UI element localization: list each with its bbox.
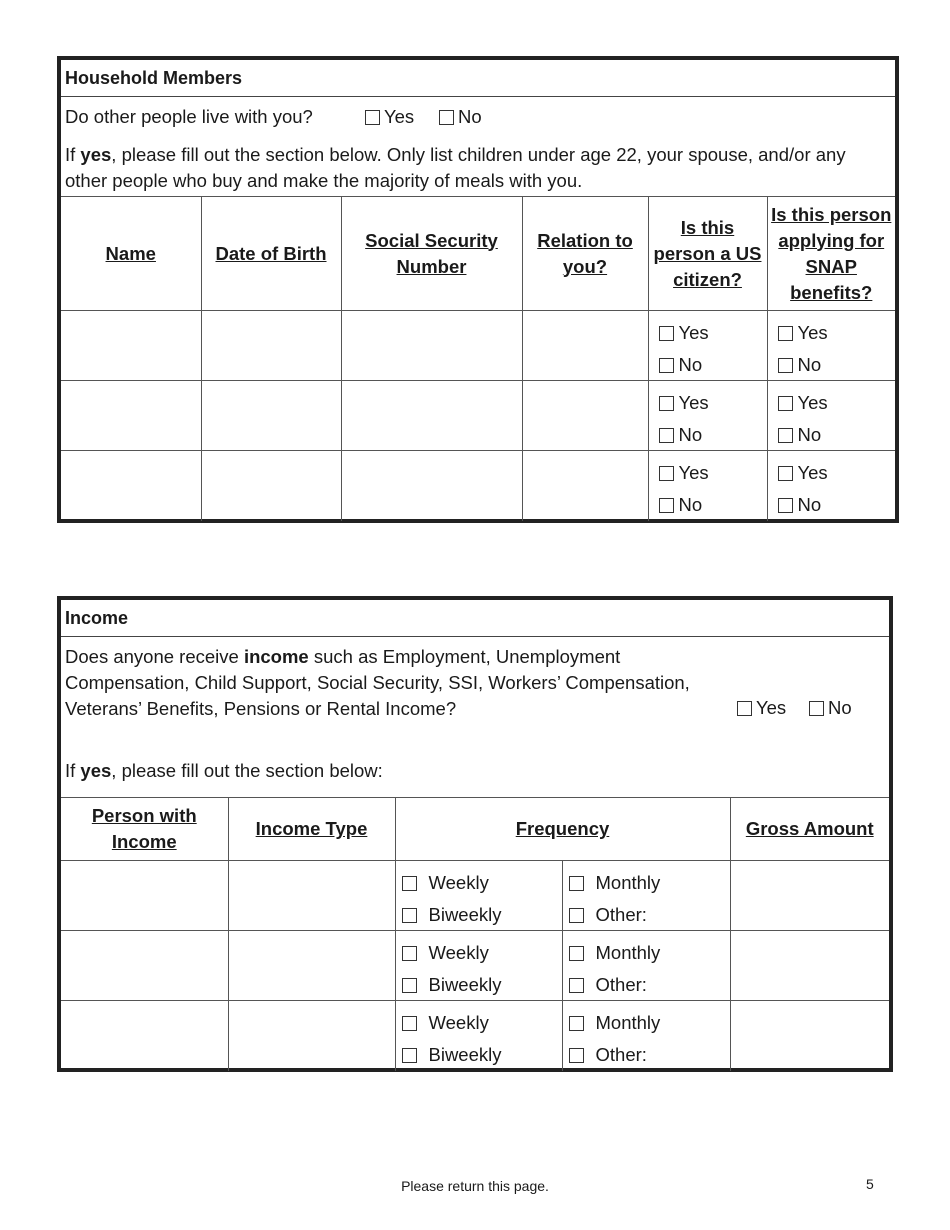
income-yes-option[interactable]: Yes xyxy=(737,696,786,720)
monthly-option[interactable]: Monthly xyxy=(569,937,661,969)
instructions: If yes, please fill out the section below. Only list children under age 22, your spouse, and/or any other people who buy and make the majority of meals with you. xyxy=(65,144,846,191)
biweekly-option[interactable]: Biweekly xyxy=(402,899,502,931)
col-dob: Date of Birth xyxy=(201,197,341,311)
checkbox[interactable] xyxy=(659,326,674,341)
income-type-cell[interactable] xyxy=(228,861,395,931)
table-row xyxy=(61,931,889,1001)
ssn-cell[interactable] xyxy=(341,311,522,381)
table-row xyxy=(61,1001,889,1071)
col-name: Name xyxy=(61,197,201,311)
checkbox[interactable] xyxy=(659,466,674,481)
checkbox[interactable] xyxy=(659,428,674,443)
gross-amount-cell[interactable] xyxy=(730,861,889,931)
checkbox[interactable] xyxy=(402,908,417,923)
name-cell[interactable] xyxy=(61,311,201,381)
snap-cell xyxy=(767,311,895,381)
checkbox[interactable] xyxy=(402,946,417,961)
citizen-cell xyxy=(648,311,767,381)
checkbox[interactable] xyxy=(569,978,584,993)
col-person: Person with Income xyxy=(61,798,228,861)
other-people-no-option[interactable]: No xyxy=(439,105,482,129)
weekly-option[interactable]: Weekly xyxy=(402,1007,502,1039)
instructions: If yes, please fill out the section below: xyxy=(65,760,383,781)
checkbox[interactable] xyxy=(659,396,674,411)
col-gross-amount: Gross Amount xyxy=(730,798,889,861)
monthly-option[interactable]: Monthly xyxy=(569,1007,661,1039)
weekly-option[interactable]: Weekly xyxy=(402,867,502,899)
col-ssn: Social Security Number xyxy=(341,197,522,311)
checkbox[interactable] xyxy=(778,428,793,443)
person-cell[interactable] xyxy=(61,861,228,931)
weekly-option[interactable]: Weekly xyxy=(402,937,502,969)
checkbox[interactable] xyxy=(365,110,380,125)
checkbox[interactable] xyxy=(402,876,417,891)
footer-note: Please return this page. xyxy=(401,1178,549,1194)
frequency-cell xyxy=(562,1001,730,1071)
no-option[interactable]: No xyxy=(659,419,709,451)
relation-cell[interactable] xyxy=(522,311,648,381)
checkbox[interactable] xyxy=(402,1048,417,1063)
dob-cell[interactable] xyxy=(201,381,341,451)
relation-cell[interactable] xyxy=(522,381,648,451)
table-row xyxy=(61,451,895,521)
person-cell[interactable] xyxy=(61,1001,228,1071)
checkbox[interactable] xyxy=(659,358,674,373)
question-text: Do other people live with you? xyxy=(65,106,313,127)
no-option[interactable]: No xyxy=(778,349,828,381)
frequency-cell xyxy=(562,861,730,931)
dob-cell[interactable] xyxy=(201,451,341,521)
no-option[interactable]: No xyxy=(778,419,828,451)
yes-option[interactable]: Yes xyxy=(778,457,828,489)
checkbox[interactable] xyxy=(778,498,793,513)
frequency-cell xyxy=(395,861,562,931)
checkbox[interactable] xyxy=(439,110,454,125)
yes-option[interactable]: Yes xyxy=(659,387,709,419)
no-option[interactable]: No xyxy=(659,489,709,521)
income-question: Does anyone receive income such as Employment, Unemployment Compensation, Child Support, Social Security, SSI, Workers’ Compensation, Veterans’ Benefits, Pensions or Rental Income? xyxy=(65,646,690,719)
income-section xyxy=(57,596,893,1072)
ssn-cell[interactable] xyxy=(341,451,522,521)
col-snap: Is this person applying for SNAP benefits? xyxy=(767,197,895,311)
other-option[interactable]: Other: xyxy=(569,1039,661,1071)
income-no-option[interactable]: No xyxy=(809,696,852,720)
income-type-cell[interactable] xyxy=(228,931,395,1001)
yes-option[interactable]: Yes xyxy=(659,457,709,489)
table-row xyxy=(61,861,889,931)
other-option[interactable]: Other: xyxy=(569,969,661,1001)
page-number: 5 xyxy=(866,1176,874,1192)
col-income-type: Income Type xyxy=(228,798,395,861)
checkbox[interactable] xyxy=(778,358,793,373)
col-citizen: Is this person a US citizen? xyxy=(648,197,767,311)
frequency-cell xyxy=(395,1001,562,1071)
biweekly-option[interactable]: Biweekly xyxy=(402,969,502,1001)
checkbox[interactable] xyxy=(402,1016,417,1031)
name-cell[interactable] xyxy=(61,381,201,451)
col-relation: Relation to you? xyxy=(522,197,648,311)
dob-cell[interactable] xyxy=(201,311,341,381)
other-option[interactable]: Other: xyxy=(569,899,661,931)
gross-amount-cell[interactable] xyxy=(730,931,889,1001)
checkbox[interactable] xyxy=(737,701,752,716)
checkbox[interactable] xyxy=(809,701,824,716)
frequency-cell xyxy=(562,931,730,1001)
col-frequency: Frequency xyxy=(395,798,730,861)
section-title: Household Members xyxy=(61,60,895,97)
monthly-option[interactable]: Monthly xyxy=(569,867,661,899)
yes-option[interactable]: Yes xyxy=(778,317,828,349)
gross-amount-cell[interactable] xyxy=(730,1001,889,1071)
checkbox[interactable] xyxy=(778,466,793,481)
income-table xyxy=(61,797,889,1071)
ssn-cell[interactable] xyxy=(341,381,522,451)
checkbox[interactable] xyxy=(659,498,674,513)
household-table xyxy=(61,196,895,521)
biweekly-option[interactable]: Biweekly xyxy=(402,1039,502,1071)
checkbox[interactable] xyxy=(402,978,417,993)
name-cell[interactable] xyxy=(61,451,201,521)
frequency-cell xyxy=(395,931,562,1001)
table-row xyxy=(61,381,895,451)
checkbox[interactable] xyxy=(778,326,793,341)
citizen-cell xyxy=(648,451,767,521)
table-row xyxy=(61,311,895,381)
snap-cell xyxy=(767,451,895,521)
yes-option[interactable]: Yes xyxy=(778,387,828,419)
checkbox[interactable] xyxy=(569,876,584,891)
no-option[interactable]: No xyxy=(778,489,828,521)
checkbox[interactable] xyxy=(778,396,793,411)
section-title: Income xyxy=(61,600,889,637)
checkbox[interactable] xyxy=(569,1016,584,1031)
relation-cell[interactable] xyxy=(522,451,648,521)
income-type-cell[interactable] xyxy=(228,1001,395,1071)
person-cell[interactable] xyxy=(61,931,228,1001)
snap-cell xyxy=(767,381,895,451)
checkbox[interactable] xyxy=(569,1048,584,1063)
yes-option[interactable]: Yes xyxy=(659,317,709,349)
household-members-section xyxy=(57,56,899,523)
other-people-yes-option[interactable]: Yes xyxy=(365,105,414,129)
checkbox[interactable] xyxy=(569,908,584,923)
checkbox[interactable] xyxy=(569,946,584,961)
no-option[interactable]: No xyxy=(659,349,709,381)
citizen-cell xyxy=(648,381,767,451)
